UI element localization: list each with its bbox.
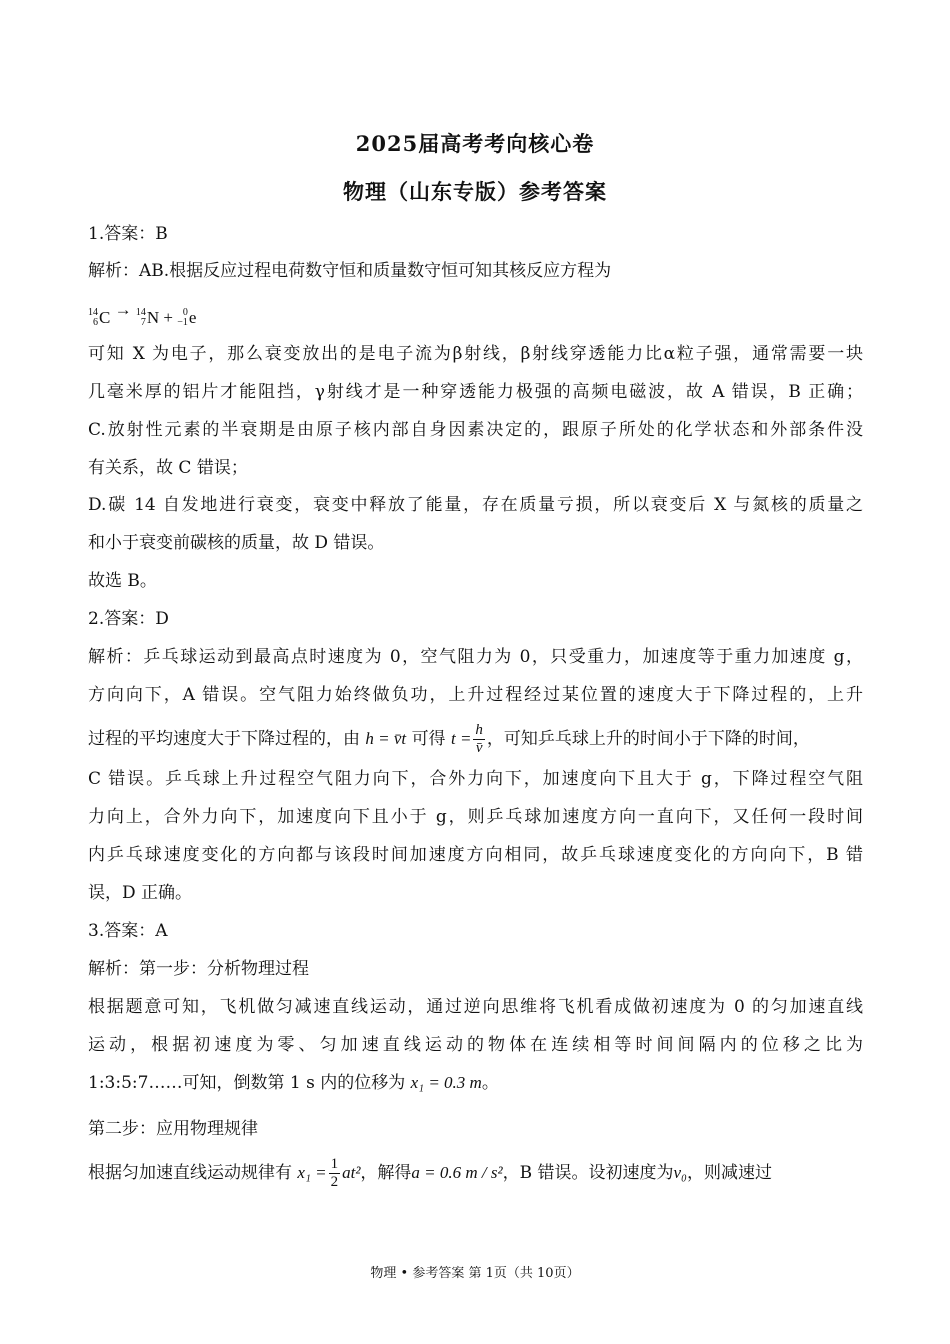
- q3-step-heading: 第二步：应用物理规律: [88, 1119, 258, 1139]
- nuclear-equation: [88, 298, 863, 330]
- q1-answer: 1.答案：B: [88, 224, 168, 244]
- q3-analysis-line: 运动，根据初速度为零、匀加速直线运动的物体在连续相等时间间隔内的位移之比为: [88, 1035, 863, 1055]
- q2-analysis-line: 方向向下，A 错误。空气阻力始终做负功，上升过程经过某位置的速度大于下降过程的，上升: [88, 685, 863, 705]
- nitrogen-nuclide: 14 7 N +: [135, 307, 173, 328]
- q1-analysis-line: 和小于衰变前碳核的质量，故 D 错误。: [88, 533, 385, 553]
- carbon-nuclide: 14 6 C: [88, 307, 111, 328]
- q2-analysis-line: 内乒乓球速度变化的方向都与该段时间加速度方向相同，故乒乓球速度变化的方向向下，B 错: [88, 845, 863, 865]
- formula-acceleration: a = 0.6 m / s²: [411, 1163, 503, 1182]
- q1-analysis-line: 可知 X 为电子，那么衰变放出的是电子流为β射线，β射线穿透能力比α粒子强，通常需要一块: [88, 344, 863, 364]
- page-subtitle: 物理（山东专版）参考答案: [343, 179, 607, 204]
- q1-conclusion: 故选 B。: [88, 571, 157, 591]
- page-footer: 物理 • 参考答案 第 1页（共 10页）: [370, 1266, 580, 1281]
- reaction-arrow: →: [114, 300, 132, 319]
- page-title: 2025届高考考向核心卷: [355, 131, 595, 156]
- q1-analysis-line: 有关系，故 C 错误；: [88, 458, 248, 478]
- q2-analysis-line: 解析：乒乓球运动到最高点时速度为 0，空气阻力为 0，只受重力，加速度等于重力加速度 g，: [88, 647, 863, 667]
- q2-answer: 2.答案：D: [88, 609, 169, 629]
- formula-h-vt: h = v̄t: [365, 729, 407, 748]
- formula-x1: x₁ = 0.3 m: [410, 1073, 482, 1092]
- fraction-h-over-v: $\frac{h}{v̄}$: [475, 722, 483, 756]
- fraction-one-half: $\frac{1}{2}$: [330, 1156, 339, 1190]
- q2-analysis-line: 误，D 正确。: [88, 883, 193, 903]
- q2-analysis-line: 力向上，合外力向下，加速度向下且小于 g，则乒乓球加速度方向一直向下，又任何一段时间: [88, 807, 863, 827]
- q3-answer: 3.答案：A: [88, 921, 168, 941]
- q1-analysis-line: 几毫米厚的铝片才能阻挡，γ射线才是一种穿透能力极强的高频电磁波，故 A 错误，B 正确；: [88, 382, 863, 402]
- q3-analysis-line: 解析：第一步：分析物理过程: [88, 959, 309, 979]
- q3-analysis-line-formula: 1:3:5:7……可知，倒数第 1 s 内的位移为 x₁ = 0.3 m。: [88, 1073, 499, 1093]
- electron-particle: 0 −1 e: [177, 307, 197, 328]
- q3-analysis-line-formula: 根据匀加速直线运动规律有 x₁ = $\frac{1}{2}$ at²，解得a = 0.6 m / s²，B 错误。设初速度为v₀，则减速过: [88, 1156, 772, 1190]
- q1-analysis-line: C.放射性元素的半衰期是由原子核内部自身因素决定的，跟原子所处的化学状态和外部条件没: [88, 420, 863, 440]
- q3-analysis-line: 根据题意可知，飞机做匀减速直线运动，通过逆向思维将飞机看成做初速度为 0 的匀加速直线: [88, 997, 863, 1017]
- q1-analysis-line: 解析：AB.根据反应过程电荷数守恒和质量数守恒可知其核反应方程为: [88, 261, 612, 281]
- q1-analysis-line: D.碳 14 自发地进行衰变，衰变中释放了能量，存在质量亏损，所以衰变后 X 与氮核的质量之: [88, 495, 863, 515]
- q2-analysis-line: C 错误。乒乓球上升过程空气阻力向下，合外力向下，加速度向下且大于 g，下降过程空气阻: [88, 769, 863, 789]
- q2-analysis-line-formula: 过程的平均速度大于下降过程的，由 h = v̄t 可得 t = $\frac{h}{v̄}$ ，可知乒乓球上升的时间小于下降的时间，: [88, 722, 810, 756]
